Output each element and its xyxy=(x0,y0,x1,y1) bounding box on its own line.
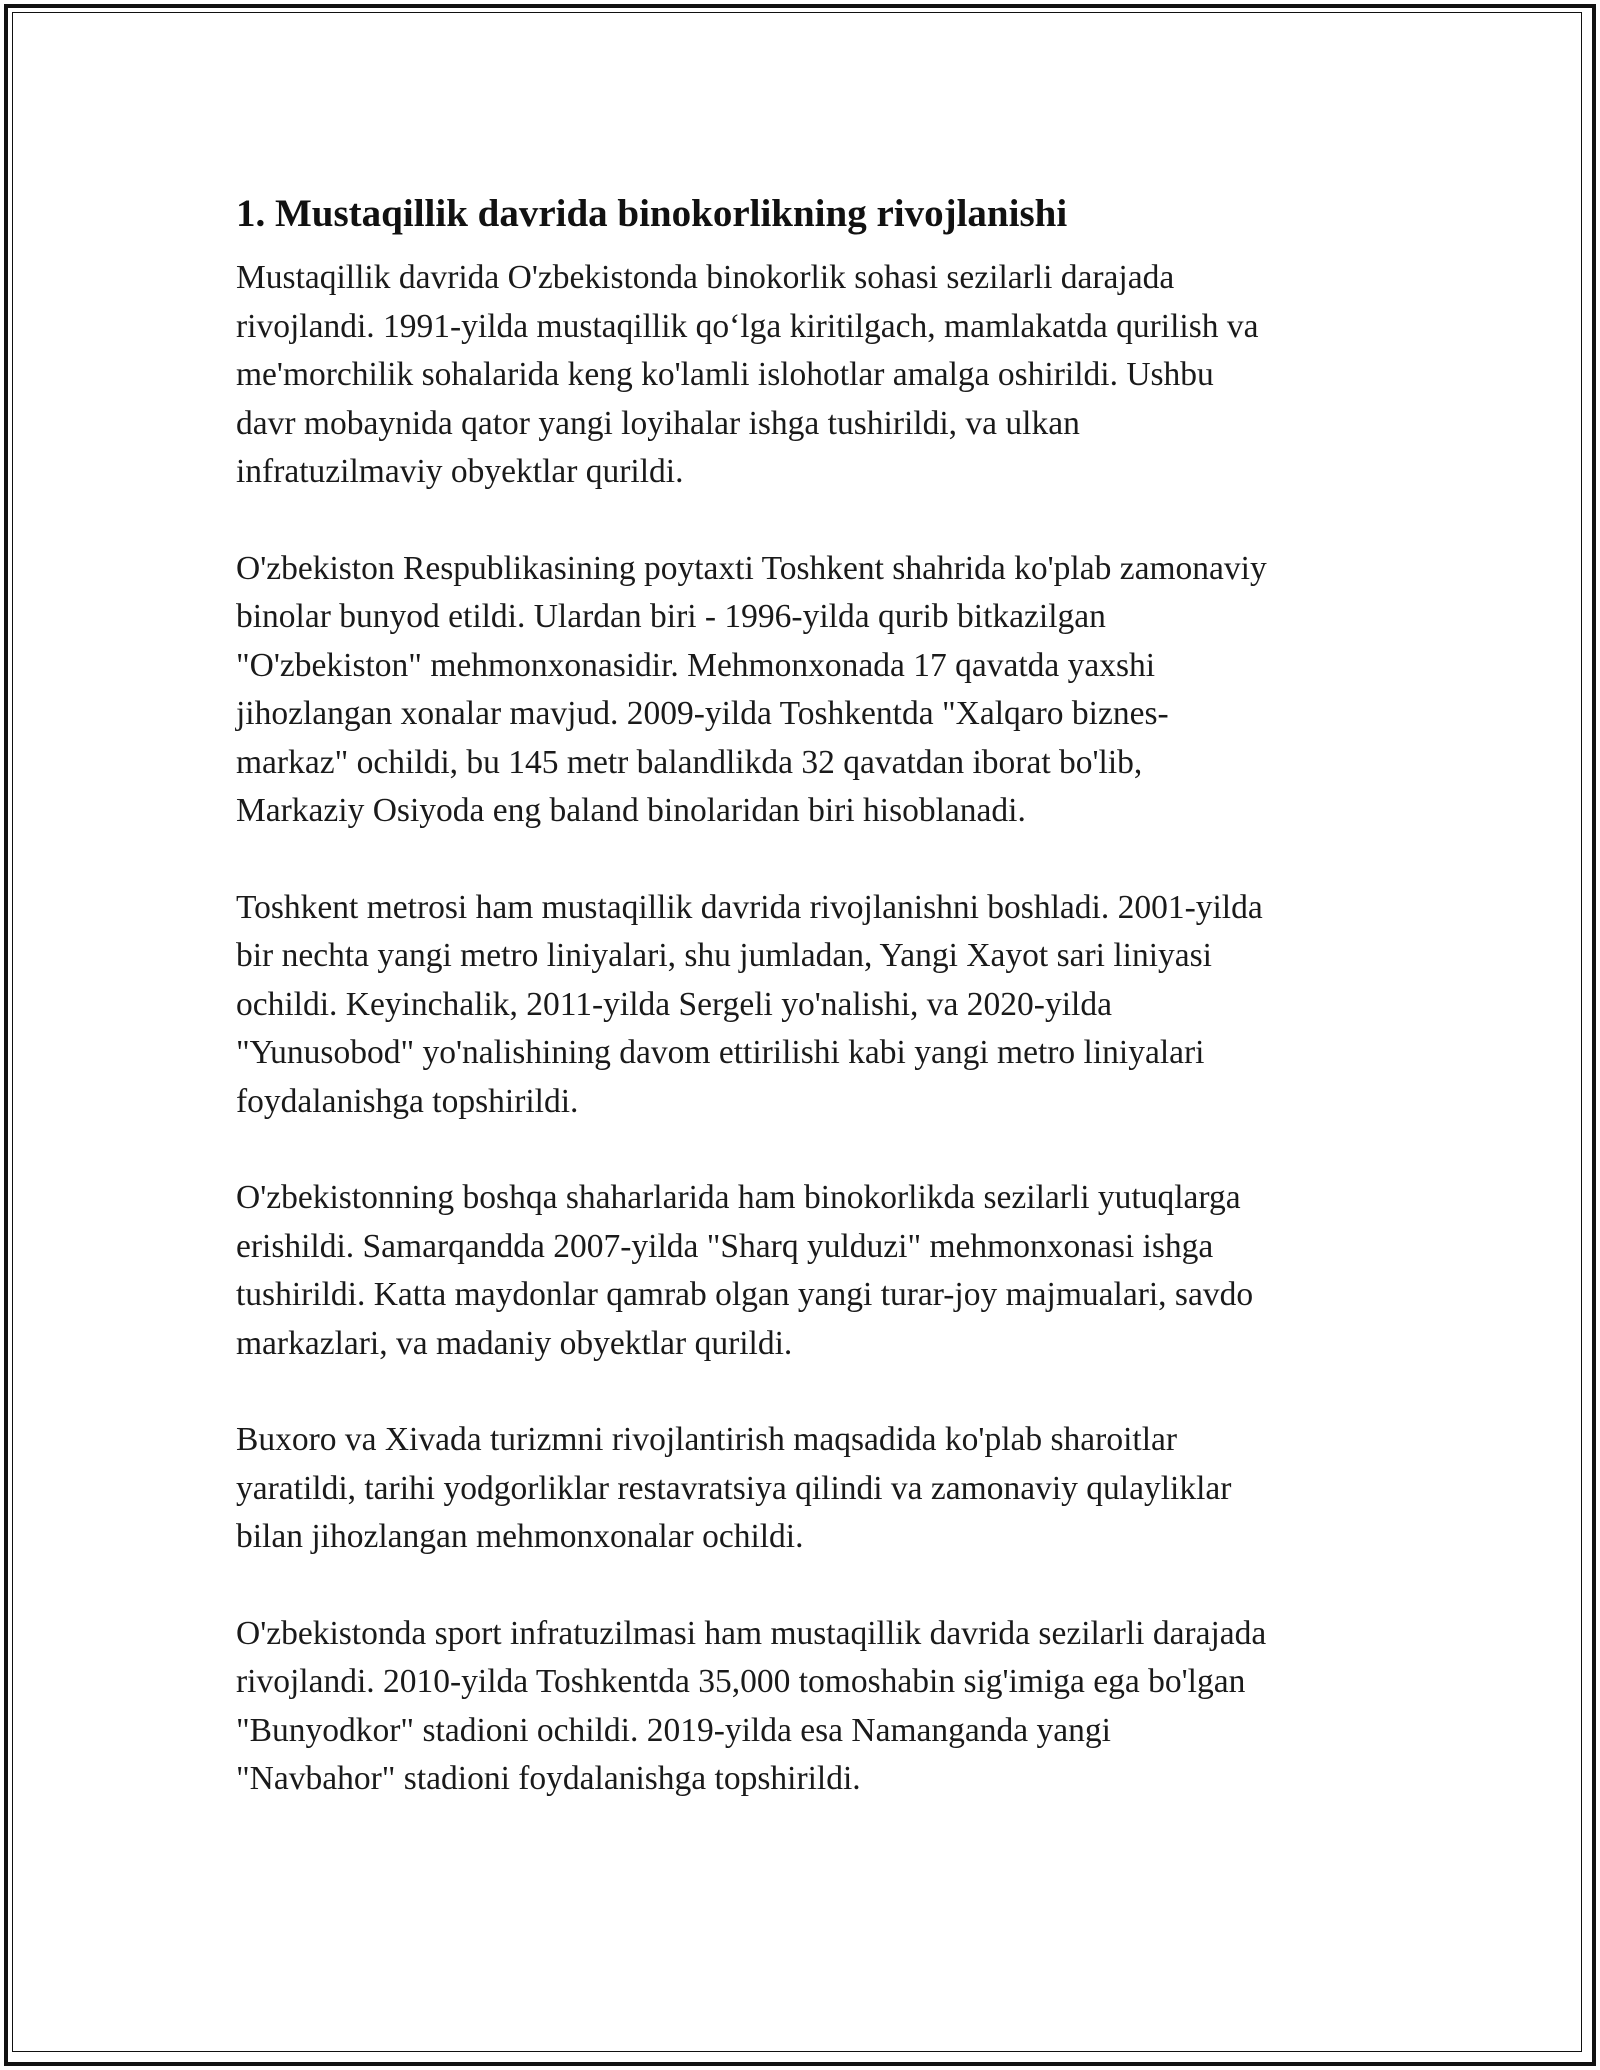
text-line: Toshkent metrosi ham mustaqillik davrida rivojlanishni boshladi. 2001-yilda xyxy=(236,888,1263,926)
text-line: "Bunyodkor" stadioni ochildi. 2019-yilda esa Namanganda yangi xyxy=(236,1711,1111,1749)
text-line: markazlari, va madaniy obyektlar qurildi. xyxy=(236,1324,793,1362)
text-line: "O'zbekiston" mehmonxonasidir. Mehmonxonada 17 qavatda yaxshi xyxy=(236,646,1156,684)
text-line: tushirildi. Katta maydonlar qamrab olgan yangi turar-joy majmualari, savdo xyxy=(236,1276,1254,1313)
text-line: O'zbekistonda sport infratuzilmasi ham mustaqillik davrida sezilarli darajada xyxy=(236,1614,1267,1652)
text-line: Mustaqillik davrida O'zbekistonda binokorlik sohasi sezilarli darajada xyxy=(236,259,1175,296)
text-line: bir nechta yangi metro liniyalari, shu jumladan, Yangi Xayot sari liniyasi xyxy=(236,937,1212,974)
paragraph-1 xyxy=(236,254,1376,497)
text-line: yaratildi, tarihi yodgorliklar restavratsiya qilindi va zamonaviy qulayliklar xyxy=(236,1469,1232,1507)
paragraph-5 xyxy=(236,1416,1376,1562)
text-line: Markaziy Osiyoda eng baland binolaridan biri hisoblanadi. xyxy=(236,792,1026,829)
text-line: "Navbahor" stadioni foydalanishga topshirildi. xyxy=(236,1760,861,1797)
text-line: "Yunusobod" yo'nalishining davom ettirilishi kabi yangi metro liniyalari xyxy=(236,1034,1205,1071)
text-line: erishildi. Samarqandda 2007-yilda "Sharq yulduzi" mehmonxonasi ishga xyxy=(236,1227,1214,1265)
text-line: Buxoro va Xivada turizmni rivojlantirish maqsadida ko'plab sharoitlar xyxy=(236,1421,1178,1458)
text-line: jihozlangan xonalar mavjud. 2009-yilda Toshkentda "Xalqaro biznes- xyxy=(236,695,1169,732)
text-line: O'zbekiston Respublikasining poytaxti Toshkent shahrida ko'plab zamonaviy xyxy=(236,549,1267,587)
text-line: O'zbekistonning boshqa shaharlarida ham binokorlikda sezilarli yutuqlarga xyxy=(236,1179,1241,1216)
text-line: rivojlandi. 1991-yilda mustaqillik qo‘lga kiritilgach, mamlakatda qurilish va xyxy=(236,307,1259,345)
paragraph-3 xyxy=(236,884,1376,1127)
document-content xyxy=(236,186,1376,1852)
text-line: binolar bunyod etildi. Ulardan biri - 1996-yilda qurib bitkazilgan xyxy=(236,598,1106,635)
text-line: markaz" ochildi, bu 145 metr balandlikda 32 qavatdan iborat bo'lib, xyxy=(236,743,1143,781)
paragraph-2 xyxy=(236,545,1376,836)
text-line: foydalanishga topshirildi. xyxy=(236,1082,579,1120)
text-line: me'morchilik sohalarida keng ko'lamli islohotlar amalga oshirildi. Ushbu xyxy=(236,356,1214,393)
paragraph-4 xyxy=(236,1174,1376,1368)
section-heading: 1. Mustaqillik davrida binokorlikning rivojlanishi xyxy=(236,192,1068,235)
text-line: rivojlandi. 2010-yilda Toshkentda 35,000 tomoshabin sig'imiga ega bo'lgan xyxy=(236,1663,1246,1700)
paragraph-6 xyxy=(236,1610,1376,1804)
text-line: ochildi. Keyinchalik, 2011-yilda Sergeli yo'nalishi, va 2020-yilda xyxy=(236,985,1112,1023)
text-line: davr mobaynida qator yangi loyihalar ishga tushirildi, va ulkan xyxy=(236,404,1080,442)
text-line: bilan jihozlangan mehmonxonalar ochildi. xyxy=(236,1518,804,1555)
text-line: infratuzilmaviy obyektlar qurildi. xyxy=(236,453,684,490)
